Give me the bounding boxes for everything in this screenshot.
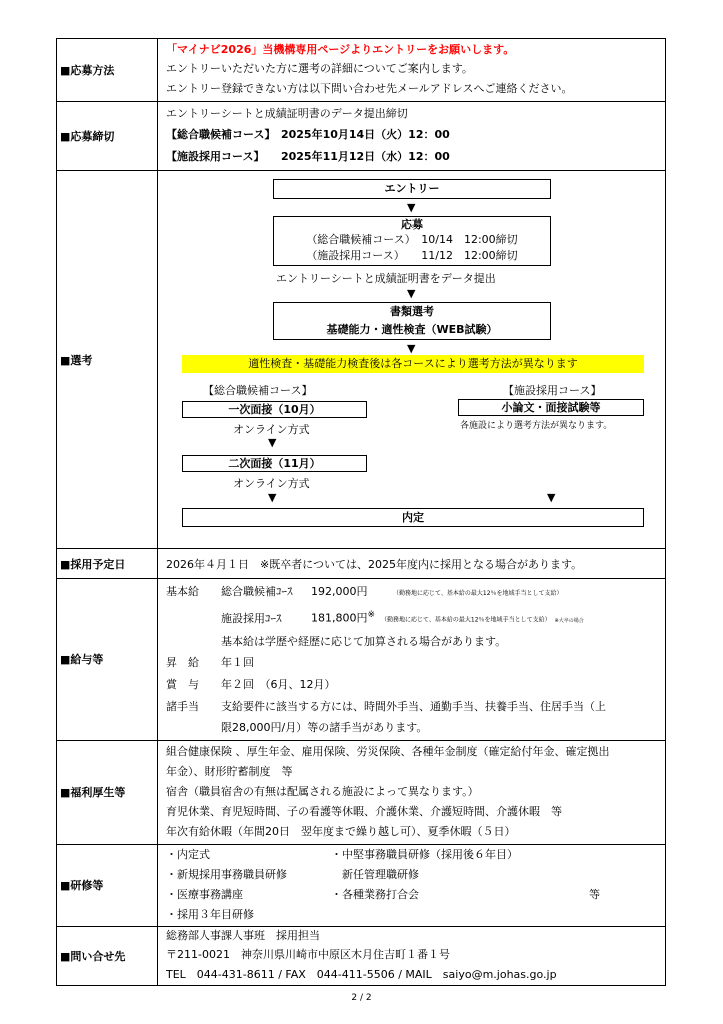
apply-line1: 「マイナビ2026」当機構専用ページよりエントリーをお願いします。 (166, 43, 515, 56)
apply-box-general: （総合職候補コース） 10/14 12:00締切 (306, 232, 518, 246)
submit-note: エントリーシートと成績証明書をデータ提出 (276, 271, 496, 285)
welfare-line1: 組合健康保険 、厚生年金、雇用保険、労災保険、各種年金制度（確定給付年金、確定拠出 (166, 745, 610, 759)
bonus-text: 年２回 （6月、12月） (221, 677, 336, 691)
general-amount: 192,000円 (311, 585, 368, 598)
allowance-text2: 限28,000円/月）等の諸手当があります。 (221, 720, 428, 734)
welfare-line4: 育児休業、育児短時間、子の看護等休暇、介護休業、介護短時間、介護休暇 等 (166, 805, 562, 819)
salary-facility-line (166, 605, 665, 631)
allowance-line (166, 696, 665, 718)
bonus-line (166, 674, 665, 696)
contact-line1: 総務部人事課人事班 採用担当 (166, 928, 320, 942)
apply-line3: エントリー登録できない方は以下問い合わせ先メールアドレスへご連絡ください。 (166, 82, 573, 95)
general-note: （勤務地に応じて、基本給の最大12％を地域手当として支給） (393, 590, 563, 597)
welfare-line5: 年次有給休暇（年間20日 翌年度まで繰り越し可）、夏季休暇（５日） (166, 825, 516, 839)
hire-date-text: 2026年４月１日 ※既卒者については、2025年度内に採用となる場合があります。 (158, 549, 666, 579)
contact-line2: 〒211-0021 神奈川県川崎市中原区木月住吉町１番１号 (166, 947, 450, 961)
training-etc: 等 (589, 888, 600, 902)
training-a3: ・医療事務講座 (166, 888, 243, 902)
arrow-5: ▼ (268, 490, 277, 504)
training-b3: ・各種業務打合会 (331, 888, 419, 902)
row-selection (57, 171, 666, 549)
page-number: 2 / 2 (351, 993, 372, 1003)
facility-course-label: 【施設採用コース】 (503, 383, 602, 397)
training-a4: ・採用３年目研修 (166, 908, 254, 922)
essay-box: 小論文・面接試験等 (458, 399, 644, 416)
apply-box (273, 216, 551, 266)
deadline-line1: エントリーシートと成績証明書のデータ提出締切 (166, 107, 408, 120)
salary-general-line (166, 581, 665, 605)
general-course-name: 総合職候補ｺｰｽ (221, 585, 293, 598)
selection-banner: 適性検査・基礎能力検査後は各コースにより選考方法が異なります (182, 355, 644, 373)
training-a2: ・新規採用事務職員研修 (166, 868, 287, 882)
row-apply (57, 39, 666, 102)
facility-amount: 181,800円 (311, 611, 368, 625)
row-hire-date (57, 549, 666, 579)
apply-line2: エントリーいただいた方に選考の詳細についてご案内します。 (166, 62, 473, 75)
offer-box: 内定 (182, 508, 644, 527)
row-training (57, 844, 666, 926)
raise-text: 年１回 (221, 655, 254, 669)
general-course-label: 【総合職候補コース】 (203, 383, 313, 397)
arrow-6: ▼ (547, 490, 556, 504)
allowance-text1: 支給要件に該当する方には、時間外手当、通勤手当、扶養手当、住居手当（上 (221, 699, 606, 713)
apply-box-title: 応募 (401, 217, 423, 231)
label-apply: ■応募方法 (57, 39, 158, 102)
arrow-1: ▼ (407, 200, 416, 214)
base-salary-label: 基本給 (166, 585, 199, 598)
entry-box: エントリー (273, 179, 551, 199)
label-selection: ■選考 (57, 171, 158, 549)
training-b2: 新任管理職研修 (342, 868, 419, 882)
label-training: ■研修等 (57, 844, 158, 926)
arrow-4: ▼ (268, 435, 277, 449)
row-salary (57, 579, 666, 741)
welfare-line2: 年金）、財形貯蓄制度 等 (166, 765, 293, 779)
screening-title: 書類選考 (390, 304, 434, 318)
facility-note: （勤務地に応じて、基本給の最大12％を地域手当として支給） (381, 616, 551, 624)
label-contact: ■問い合せ先 (57, 926, 158, 985)
label-deadline: ■応募締切 (57, 102, 158, 171)
selection-flow (158, 174, 665, 546)
raise-line (166, 652, 665, 674)
essay-note: 各施設により選考方法が異なります。 (460, 420, 613, 431)
online-1: オンライン方式 (233, 422, 310, 436)
row-contact (57, 926, 666, 985)
label-salary: ■給与等 (57, 579, 158, 741)
online-2: オンライン方式 (233, 476, 310, 490)
facility-course-name: 施設採用ｺｰｽ (221, 611, 282, 625)
label-hire-date: ■採用予定日 (57, 549, 158, 579)
raise-label: 昇 給 (166, 655, 199, 669)
welfare-line3: 宿舎（職員宿舎の有無は配属される施設によって異なります。） (166, 785, 479, 799)
deadline-facility: 【施設採用コース】 2025年11月12日（水）12：00 (166, 150, 450, 163)
facility-mark: ※ (367, 610, 376, 620)
base-note: 基本給は学歴や経歴に応じて加算される場合があります。 (221, 634, 507, 648)
training-a1: ・内定式 (166, 848, 210, 862)
facility-note2: ※大卒の場合 (554, 617, 584, 624)
deadline-general: 【総合職候補コース】 2025年10月14日（火）12：00 (166, 128, 450, 141)
row-deadline (57, 102, 666, 171)
screening-box (273, 302, 551, 340)
apply-box-facility: （施設採用コース） 11/12 12:00締切 (306, 248, 518, 262)
allowance-label: 諸手当 (166, 699, 199, 713)
second-interview-box: 二次面接（11月） (182, 455, 367, 472)
bonus-label: 賞 与 (166, 677, 199, 691)
recruitment-table (56, 38, 666, 986)
arrow-3: ▼ (407, 341, 416, 355)
arrow-2: ▼ (407, 286, 416, 300)
contact-line3: TEL 044-431-8611 / FAX 044-411-5506 / MAIL saiyo@m.johas.go.jp (166, 967, 557, 981)
label-welfare: ■福利厚生等 (57, 740, 158, 844)
first-interview-box: 一次面接（10月） (182, 401, 367, 418)
training-b1: ・中堅事務職員研修（採用後６年目） (331, 848, 518, 862)
row-welfare (57, 740, 666, 844)
screening-sub: 基礎能力・適性検査（WEB試験） (326, 322, 498, 336)
